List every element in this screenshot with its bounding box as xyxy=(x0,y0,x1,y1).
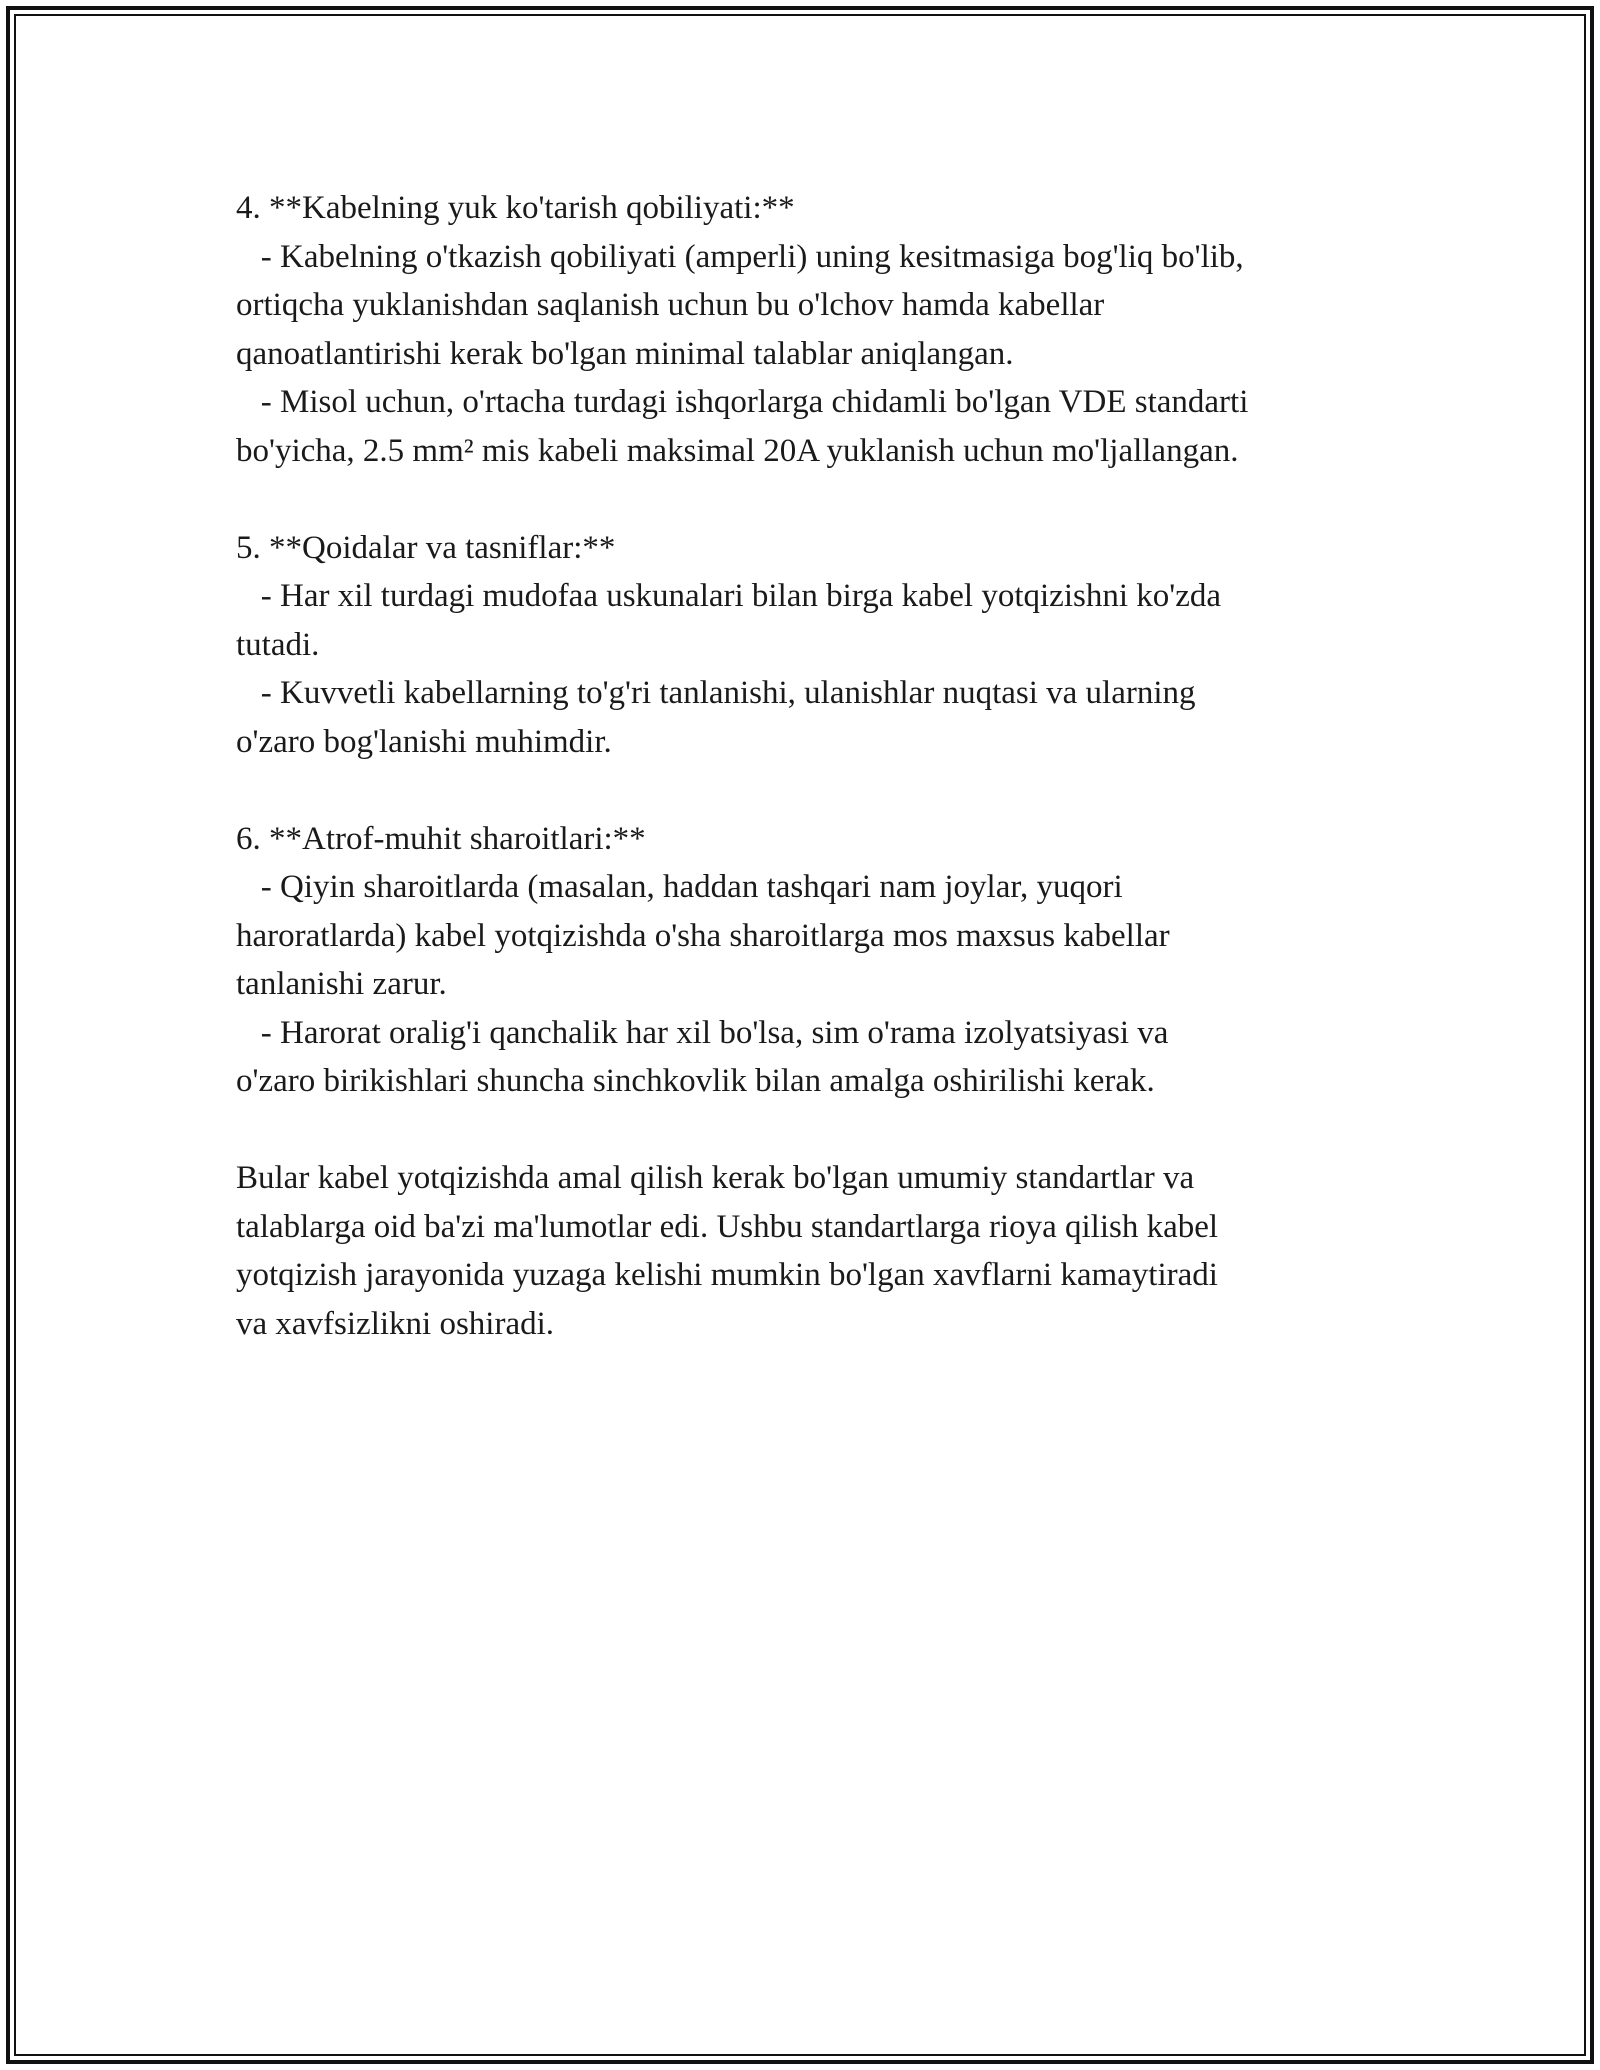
text-line: haroratlarda) kabel yotqizishda o'sha sharoitlarga mos maxsus kabellar xyxy=(236,917,1170,954)
text-line: qanoatlantirishi kerak bo'lgan minimal talablar aniqlangan. xyxy=(236,335,1014,372)
text-line: - Kabelning o'tkazish qobiliyati (amperli) uning kesitmasiga bog'liq bo'lib, xyxy=(236,238,1244,275)
text-line: ortiqcha yuklanishdan saqlanish uchun bu o'lchov hamda kabellar xyxy=(236,287,1105,323)
conclusion-line: Bular kabel yotqizishda amal qilish kerak bo'lgan umumiy standartlar va xyxy=(236,1160,1195,1196)
paragraph-gap xyxy=(236,1106,1436,1155)
document-body xyxy=(236,184,1436,1348)
text-line: tanlanishi zarur. xyxy=(236,966,447,1002)
paragraph-gap xyxy=(236,766,1436,815)
heading-section-4: 4. **Kabelning yuk ko'tarish qobiliyati:** xyxy=(236,190,795,226)
text-line: - Kuvvetli kabellarning to'g'ri tanlanishi, ulanishlar nuqtasi va ularning xyxy=(236,675,1196,711)
text-line: bo'yicha, 2.5 mm² mis kabeli maksimal 20A yuklanish uchun mo'ljallangan. xyxy=(236,432,1239,469)
heading-section-5: 5. **Qoidalar va tasniflar:** xyxy=(236,529,616,566)
text-line: - Qiyin sharoitlarda (masalan, haddan tashqari nam joylar, yuqori xyxy=(236,869,1123,905)
text-line: tutadi. xyxy=(236,626,320,663)
text-line: o'zaro bog'lanishi muhimdir. xyxy=(236,723,612,760)
text-line: o'zaro birikishlari shuncha sinchkovlik bilan amalga oshirilishi kerak. xyxy=(236,1063,1155,1099)
text-line: - Harorat oralig'i qanchalik har xil bo'lsa, sim o'rama izolyatsiyasi va xyxy=(236,1014,1169,1051)
conclusion-line: talablarga oid ba'zi ma'lumotlar edi. Ushbu standartlarga rioya qilish kabel xyxy=(236,1208,1219,1245)
conclusion-line: va xavfsizlikni oshiradi. xyxy=(236,1305,555,1342)
heading-section-6: 6. **Atrof-muhit sharoitlari:** xyxy=(236,820,646,857)
text-line: - Misol uchun, o'rtacha turdagi ishqorlarga chidamli bo'lgan VDE standarti xyxy=(236,384,1249,420)
paragraph-gap xyxy=(236,475,1436,524)
text-line: - Har xil turdagi mudofaa uskunalari bilan birga kabel yotqizishni ko'zda xyxy=(236,578,1221,614)
conclusion-line: yotqizish jarayonida yuzaga kelishi mumkin bo'lgan xavflarni kamaytiradi xyxy=(236,1257,1218,1293)
